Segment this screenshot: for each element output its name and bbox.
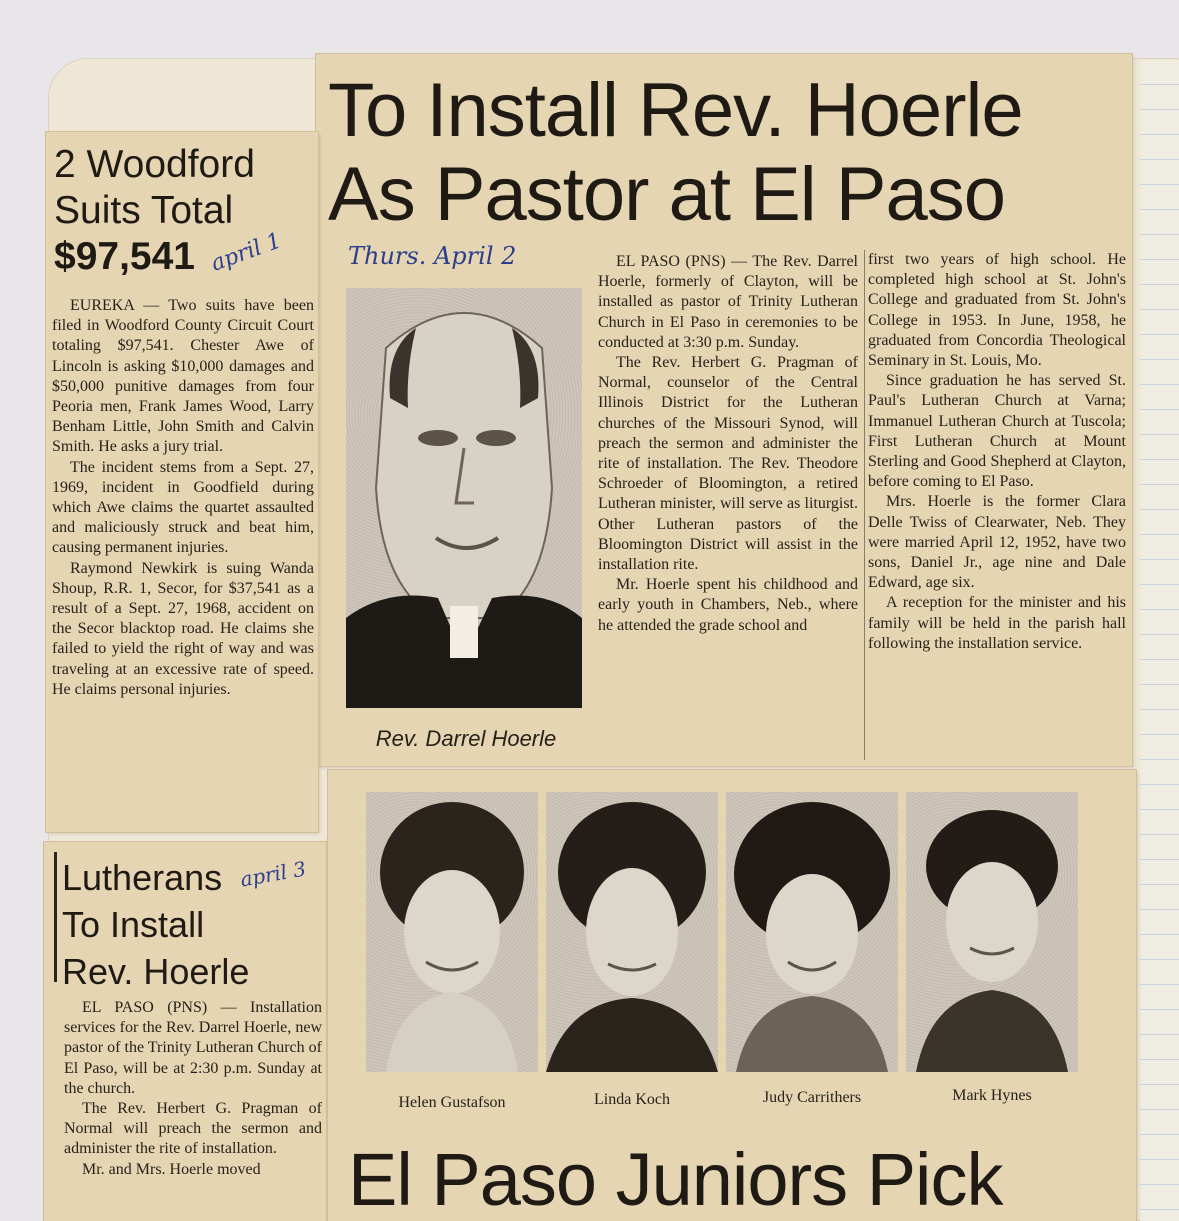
woodford-handwritten-date: april 1	[207, 228, 285, 277]
main-col1-paragraph: EL PASO (PNS) — The Rev. Darrel Hoerle, formerly of Clayton, will be installed as pastor of Trinity Lutheran Church in El Paso in ceremonies to be conducted at 3:30 p.m. Sunday.	[598, 253, 858, 351]
pastor-portrait-photo	[346, 288, 582, 708]
junior-photo-caption: Judy Carrithers	[762, 1089, 862, 1106]
junior-portrait-illustration	[906, 792, 1078, 1072]
lined-paper-edge	[1140, 60, 1179, 1221]
main-headline-line2: As Pastor at El Paso	[328, 151, 1005, 237]
junior-portrait-illustration	[546, 792, 718, 1072]
main-article-clipping	[316, 54, 1132, 766]
pastor-photo-caption: Rev. Darrel Hoerle	[375, 726, 557, 751]
lutherans-headline-line2: To Install	[62, 904, 205, 945]
main-headline-line1: To Install Rev. Hoerle	[328, 68, 1023, 153]
lutherans-headline	[62, 854, 249, 995]
pastor-portrait-illustration	[346, 288, 582, 708]
junior-portrait-illustration	[366, 792, 538, 1072]
juniors-article-clipping	[328, 770, 1136, 1221]
junior-portrait-photo	[906, 792, 1078, 1072]
woodford-article-clipping	[46, 132, 318, 832]
lutherans-handwritten-date: april 3	[238, 856, 308, 892]
woodford-paragraph: The incident stems from a Sept. 27, 1969, incident in Goodfield during which Awe claims the quartet assaulted and maliciously struck and beat him, causing permanent injuries.	[52, 458, 314, 557]
junior-portrait-photo	[726, 792, 898, 1072]
woodford-headline-line2: Suits Total	[54, 189, 234, 232]
main-col2-paragraph: A reception for the minister and his family will be held in the parish hall following the installation service.	[868, 594, 1126, 652]
woodford-article-body	[52, 296, 314, 700]
woodford-headline-line3: $97,541	[54, 235, 195, 278]
lutherans-headline-line1: Lutherans	[62, 857, 223, 898]
woodford-paragraph: Raymond Newkirk is suing Wanda Shoup, R.R. 1, Secor, for $37,541 as a result of a Sept. 27, 1968, accident on the Secor blacktop road. He claims she failed to yield the right of way and was traveling at an excessive rate of speed. He claims personal injuries.	[52, 559, 314, 698]
lutherans-paragraph: The Rev. Herbert G. Pragman of Normal will preach the sermon and administer the rite of installation.	[64, 1100, 322, 1158]
main-col1-paragraph: The Rev. Herbert G. Pragman of Normal, counselor of the Central Illinois District for the Lutheran churches of the Missouri Synod, will preach the sermon and administer the rite of installation. The Rev. Theodore Schroeder of Bloomington, a retired Lutheran minister, will serve as liturgist. Other Lutheran pastors of the Bloomington District will assist in the installation rite.	[598, 354, 858, 574]
lutherans-article-clipping	[44, 842, 326, 1221]
junior-portrait-illustration	[726, 792, 898, 1072]
main-handwritten-date: Thurs. April 2	[348, 242, 517, 270]
main-headline	[328, 68, 1023, 237]
junior-photo-caption: Linda Koch	[594, 1091, 670, 1108]
lutherans-paragraph: Mr. and Mrs. Hoerle moved	[82, 1160, 261, 1178]
juniors-headline: El Paso Juniors Pick	[348, 1138, 1003, 1221]
woodford-headline-line1: 2 Woodford	[54, 143, 255, 186]
main-col2-paragraph: Since graduation he has served St. Paul's Lutheran Church at Varna; Immanuel Lutheran Church at Tuscola; First Lutheran Church at Mount Sterling and Good Shepherd at Clayton, before coming to El Paso.	[868, 372, 1126, 491]
junior-portrait-photo	[546, 792, 718, 1072]
junior-photo-caption: Mark Hynes	[952, 1087, 1032, 1104]
headline-bar	[54, 852, 57, 982]
main-article-column-2	[868, 250, 1126, 654]
main-col2-paragraph: Mrs. Hoerle is the former Clara Delle Twiss of Clearwater, Neb. They were married April 12, 1952, have two sons, Daniel Jr., age nine and Dale Edward, age six.	[868, 493, 1126, 592]
column-rule	[864, 250, 865, 760]
lutherans-paragraph: EL PASO (PNS) — Installation services for the Rev. Darrel Hoerle, new pastor of the Trinity Lutheran Church of El Paso, will be at 2:30 p.m. Sunday at the church.	[64, 999, 322, 1097]
junior-portrait-photo	[366, 792, 538, 1072]
woodford-paragraph: EUREKA — Two suits have been filed in Woodford County Circuit Court totaling $97,541. Chester Awe of Lincoln is asking $10,000 damages and $50,000 punitive damages from four Peoria men, Frank James Wood, Larry Benham Little, John Smith and Calvin Smith. He asks a jury trial.	[52, 297, 314, 456]
main-col1-paragraph: Mr. Hoerle spent his childhood and early youth in Chambers, Neb., where he attended the grade school and	[598, 576, 858, 634]
main-col2-paragraph: first two years of high school. He completed high school at St. John's College and graduated from St. John's College in 1953. In June, 1958, he graduated from Concordia Theological Seminary in St. Louis, Mo.	[868, 251, 1126, 370]
lutherans-article-body	[64, 998, 322, 1180]
lutherans-headline-line3: Rev. Hoerle	[62, 951, 250, 992]
junior-photo-caption: Helen Gustafson	[398, 1094, 506, 1111]
main-article-column-1	[598, 252, 858, 636]
